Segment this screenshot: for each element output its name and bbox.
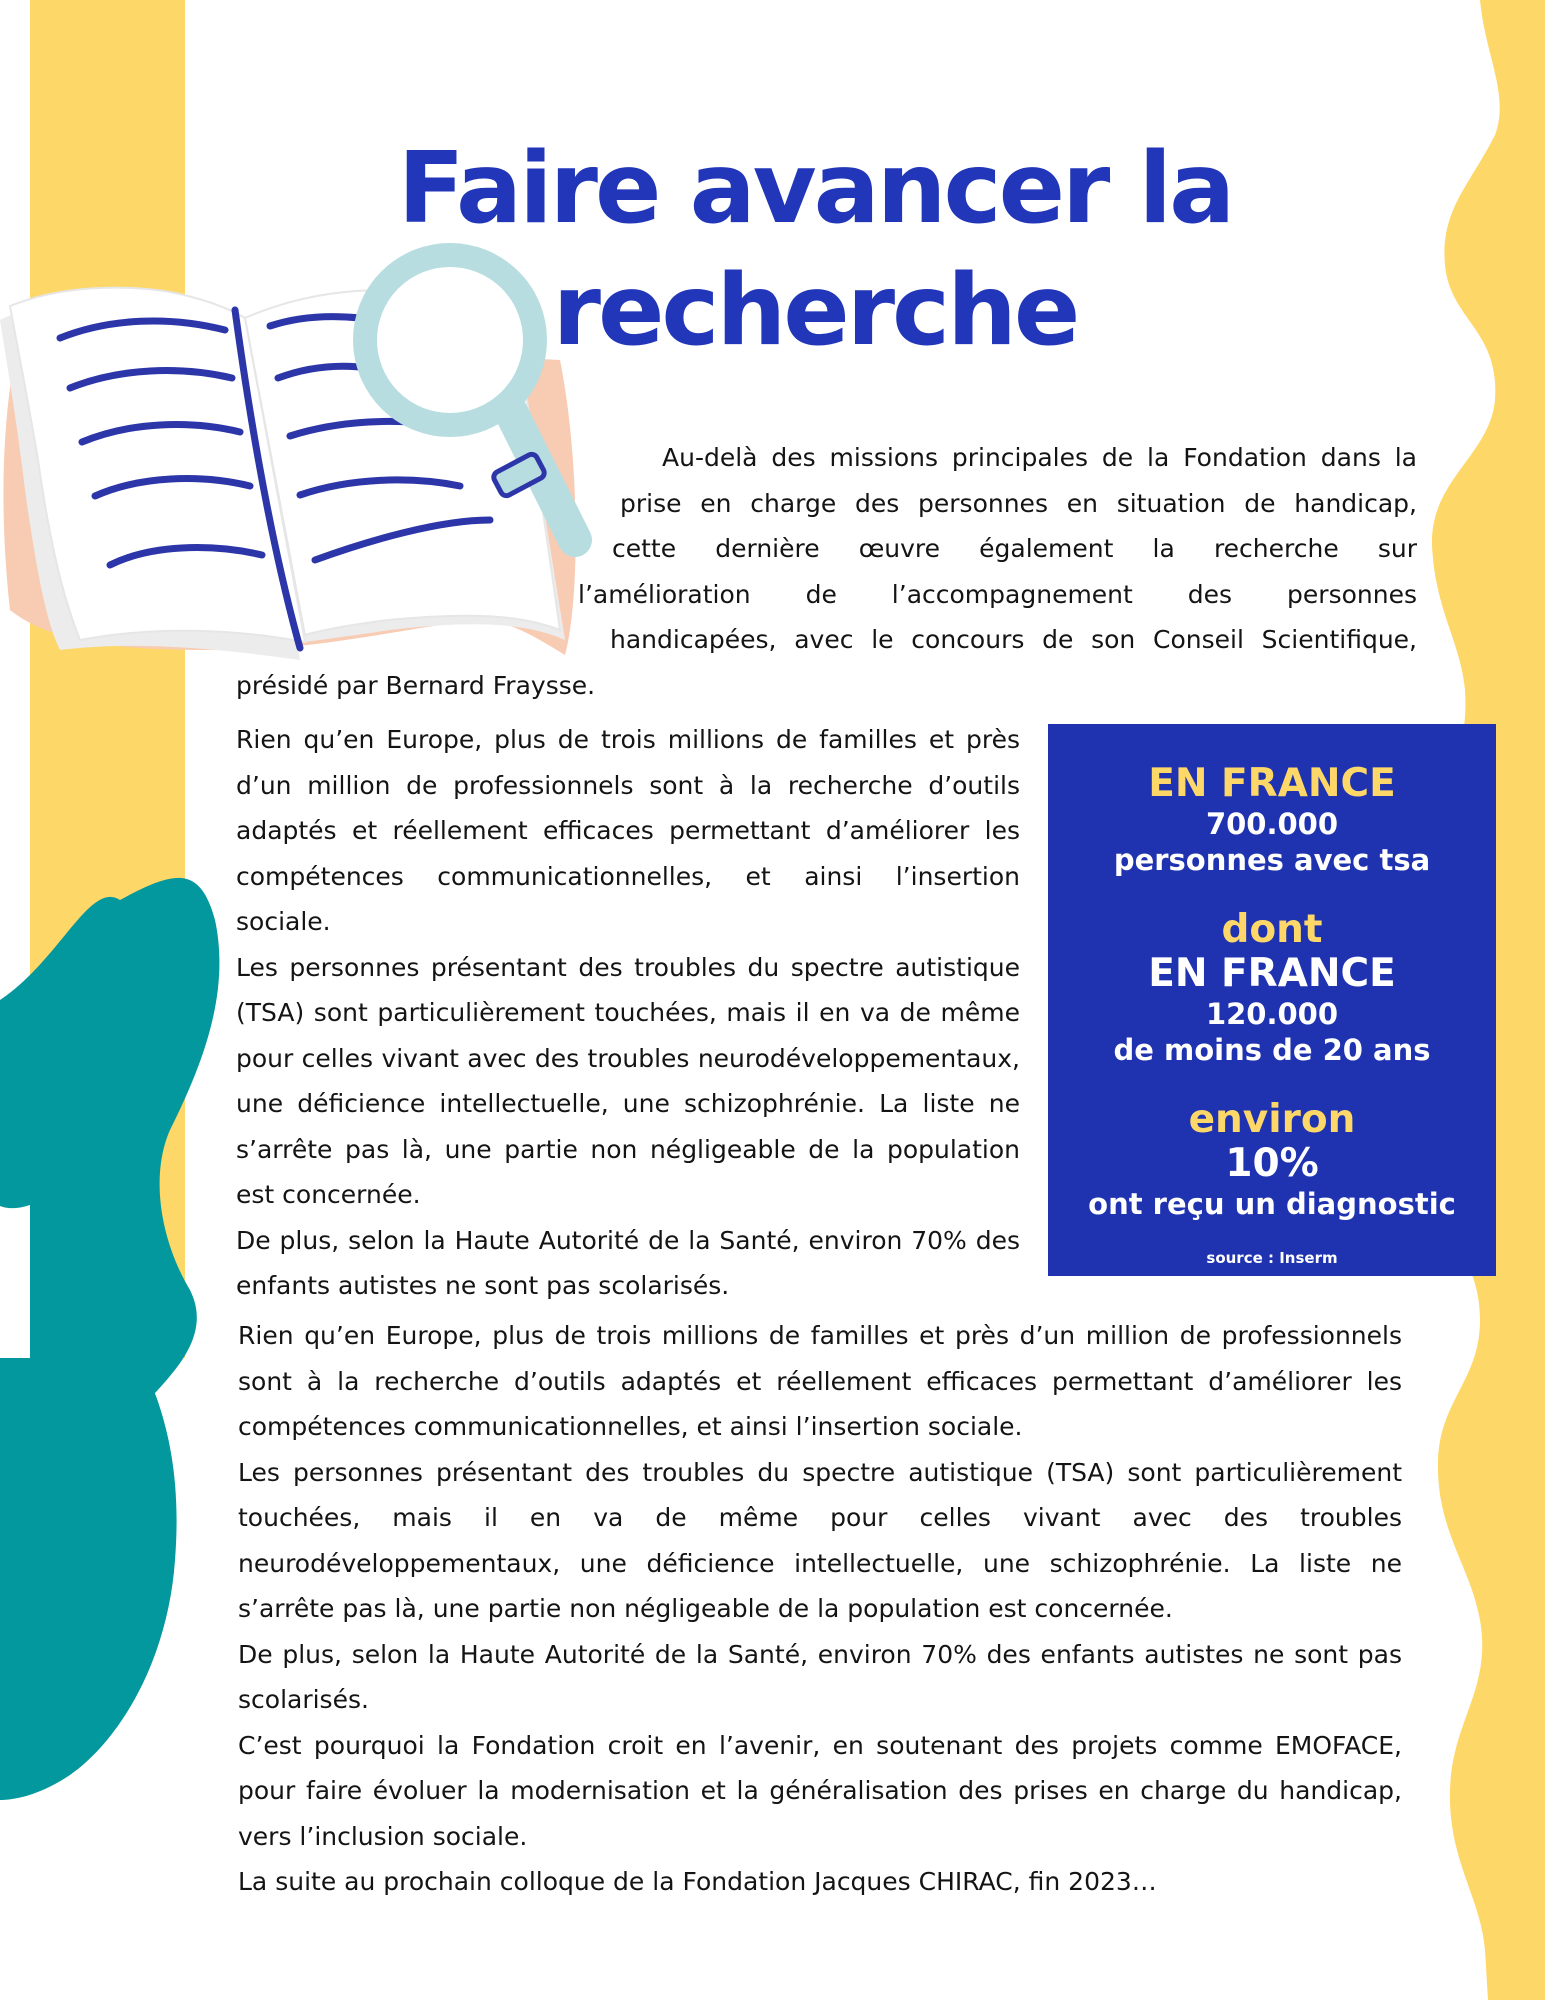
title-line-1: Faire avancer la bbox=[397, 132, 1233, 246]
stats-label-3: ont reçu un diagnostic bbox=[1088, 1187, 1456, 1221]
stats-prefix-3: environ bbox=[1188, 1097, 1356, 1142]
page-title bbox=[330, 128, 1300, 372]
full-paragraph-3: De plus, selon la Haute Autorité de la Santé, environ 70% des enfants autistes ne sont pas scolarisés. bbox=[238, 1639, 1402, 1714]
column-paragraph-3: De plus, selon la Haute Autorité de la Santé, environ 70% des enfants autistes ne sont pas scolarisés. bbox=[236, 1225, 1020, 1300]
stats-label-2: de moins de 20 ans bbox=[1113, 1033, 1431, 1067]
stats-source: source : Inserm bbox=[1206, 1249, 1338, 1267]
column-paragraph-2: Les personnes présentant des troubles du spectre autistique (TSA) sont particulièrement touchées, mais il en va de même pour celles vivant avec des troubles neurodéveloppementaux, une déficience intellectuelle, une schizophrénie. La liste ne s’arrête pas là, une partie non négligeable de la population est concernée. bbox=[236, 952, 1020, 1209]
intro-line-4: l’amélioration de l’accompagnement des personnes bbox=[578, 579, 1417, 609]
full-width-text bbox=[238, 1313, 1402, 1905]
column-paragraph-1: Rien qu’en Europe, plus de trois millions de familles et près d’un million de professionnels sont à la recherche d’outils adaptés et réellement efficaces permettant d’améliorer les compétences communicationnelles, et ainsi l’insertion sociale. bbox=[236, 725, 1020, 936]
stats-number-3: 10% bbox=[1225, 1141, 1319, 1186]
intro-paragraph bbox=[236, 435, 1417, 708]
teal-blob-lower bbox=[0, 1358, 177, 1800]
stats-heading-1: EN FRANCE bbox=[1148, 761, 1396, 806]
intro-line-5: handicapées, avec le concours de son Conseil Scientifique, bbox=[610, 625, 1417, 654]
stats-connector: dont bbox=[1221, 907, 1323, 952]
stats-number-1: 700.000 bbox=[1205, 807, 1339, 841]
stats-label-1: personnes avec tsa bbox=[1113, 843, 1431, 877]
intro-line-6: présidé par Bernard Fraysse. bbox=[236, 670, 596, 700]
full-paragraph-1: Rien qu’en Europe, plus de trois millions de familles et près d’un million de professionnels sont à la recherche d’outils adaptés et réellement efficaces permettant d’améliorer les compétences communicationnelles, et ainsi l’insertion sociale. bbox=[238, 1321, 1402, 1441]
title-line-2: recherche bbox=[552, 254, 1078, 368]
full-paragraph-5: La suite au prochain colloque de la Fondation Jacques CHIRAC, fin 2023… bbox=[238, 1867, 1157, 1896]
intro-line-3: cette dernière œuvre également la recherche sur bbox=[612, 534, 1417, 563]
full-paragraph-4: C’est pourquoi la Fondation croit en l’avenir, en soutenant des projets comme EMOFACE, pour faire évoluer la modernisation et la généralisation des prises en charge du handicap, vers l’inclusion sociale. bbox=[238, 1730, 1402, 1851]
stats-number-2: 120.000 bbox=[1205, 997, 1339, 1031]
full-paragraph-2: Les personnes présentant des troubles du spectre autistique (TSA) sont particulièrement touchées, mais il en va de même pour celles vivant avec des troubles neurodéveloppementaux, une déficience intellectuelle, une schizophrénie. La liste ne s’arrête pas là, une partie non négligeable de la population est concernée. bbox=[238, 1457, 1402, 1623]
column-text bbox=[236, 717, 1020, 1309]
intro-line-1: Au-delà des missions principales de la Fondation dans la bbox=[662, 443, 1417, 472]
intro-line-2: prise en charge des personnes en situation de handicap, bbox=[620, 488, 1417, 518]
stats-heading-2: EN FRANCE bbox=[1148, 951, 1396, 996]
stats-box bbox=[1048, 724, 1496, 1276]
